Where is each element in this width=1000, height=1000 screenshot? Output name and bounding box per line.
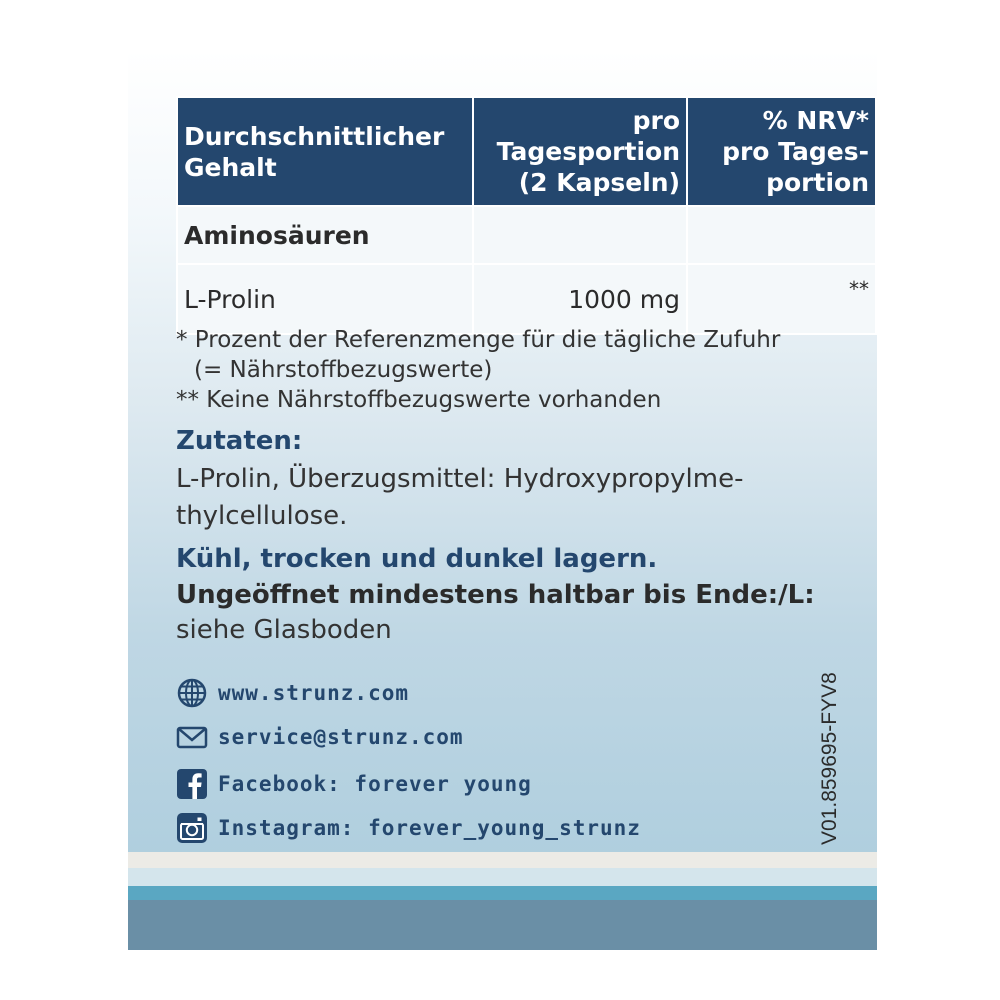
nutrition-table xyxy=(176,96,877,335)
decorative-band xyxy=(128,852,877,868)
ingredient-amount: 1000 mg xyxy=(473,264,687,334)
contact-website-text: www.strunz.com xyxy=(218,681,410,705)
empty-cell xyxy=(473,206,687,264)
version-code: V01.859695-FYV8 xyxy=(818,672,841,845)
best-before-label: Ungeöffnet mindestens haltbar bis Ende:/L: xyxy=(176,580,815,610)
contact-facebook[interactable] xyxy=(176,767,532,801)
ingredients-heading: Zutaten: xyxy=(176,426,303,456)
table-header-row xyxy=(177,97,876,206)
decorative-band xyxy=(128,900,877,950)
table-row xyxy=(177,264,876,334)
instagram-icon xyxy=(176,812,208,844)
table-section-row xyxy=(177,206,876,264)
contact-instagram[interactable] xyxy=(176,811,641,845)
footnote-no-reference: ** Keine Nährstoffbezugswerte vorhanden xyxy=(176,387,662,413)
mail-icon xyxy=(176,721,208,753)
ingredients-line-2: thylcellulose. xyxy=(176,501,348,531)
ingredient-nrv: ** xyxy=(687,264,876,334)
storage-instruction: Kühl, trocken und dunkel lagern. xyxy=(176,544,658,574)
contact-website[interactable] xyxy=(176,676,409,710)
decorative-band xyxy=(128,868,877,886)
ingredient-name: L-Prolin xyxy=(177,264,473,334)
header-daily-portion: pro Tagesportion (2 Kapseln) xyxy=(473,97,687,206)
section-label: Aminosäuren xyxy=(177,206,473,264)
footnote-nrv-continued: (= Nährstoffbezugswerte) xyxy=(194,357,493,383)
globe-icon xyxy=(176,677,208,709)
contact-facebook-text: Facebook: forever young xyxy=(218,772,532,796)
footnote-nrv: * Prozent der Referenzmenge für die tägliche Zufuhr xyxy=(176,327,781,353)
header-nrv: % NRV* pro Tages- portion xyxy=(687,97,876,206)
decorative-band xyxy=(128,886,877,900)
contact-email[interactable] xyxy=(176,720,464,754)
header-content: Durchschnittlicher Gehalt xyxy=(177,97,473,206)
empty-cell xyxy=(687,206,876,264)
product-label xyxy=(128,50,877,950)
ingredients-line-1: L-Prolin, Überzugsmittel: Hydroxypropylme- xyxy=(176,464,744,494)
contact-instagram-text: Instagram: forever_young_strunz xyxy=(218,816,641,840)
facebook-icon xyxy=(176,768,208,800)
ingredients-text xyxy=(176,461,816,535)
contact-email-text: service@strunz.com xyxy=(218,725,464,749)
best-before-location: siehe Glasboden xyxy=(176,615,392,645)
